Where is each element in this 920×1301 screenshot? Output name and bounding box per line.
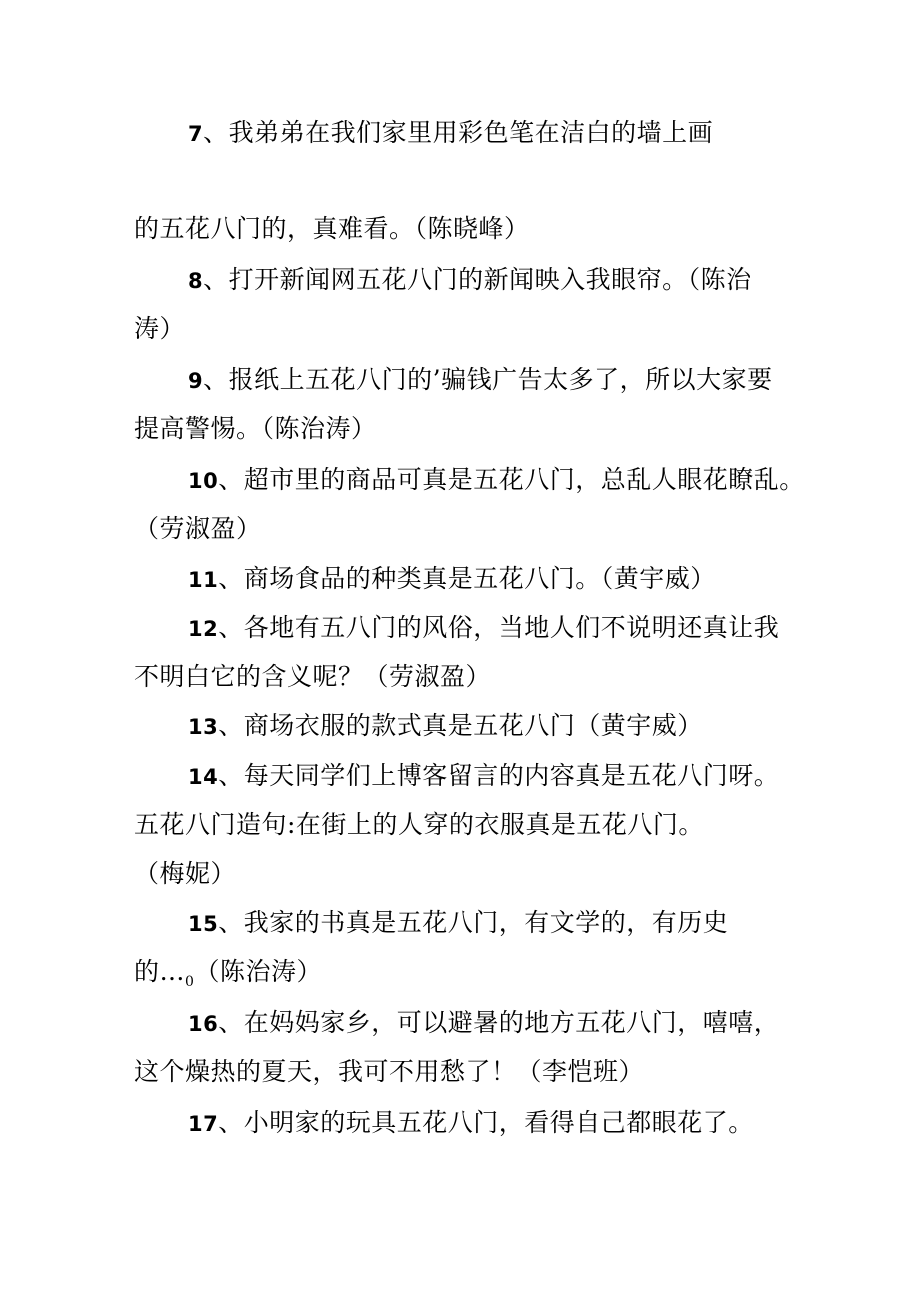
entry-15-line-2 [0,955,920,999]
entry-number: 16 [188,1012,219,1036]
entry-8-line-2 [0,312,920,346]
entry-text: 、各地有五八门的风俗，当地人们不说明还真让我 [218,613,780,642]
entry-16-line-1 [0,1006,920,1041]
entry-text: 、报纸上五花八门的’骗钱广告太多了，所以大家要 [203,365,773,394]
entry-text: 、我弟弟在我们家里用彩色笔在洁白的墙上画 [203,118,714,147]
entry-text: （劳淑盈） [134,514,262,543]
subscript-mark: 0 [185,974,195,990]
entry-text: 、商场食品的种类真是五花八门。（黄宇威） [218,564,716,593]
entry-10-line-1 [0,463,920,498]
entry-9-line-1 [0,363,920,398]
entry-text: 不明白它的含义呢？（劳淑盈） [134,662,492,691]
entry-14-line-2 [0,808,920,842]
entry-15-line-1 [0,906,920,941]
entry-13-line-1 [0,709,920,744]
entry-14-line-3 [0,857,920,891]
entry-number: 9 [188,369,204,393]
entry-text: 涛） [134,314,186,343]
entry-number: 7 [188,122,204,146]
entry-16-line-2 [0,1055,920,1089]
entry-number: 10 [188,469,219,493]
entry-10-line-2 [0,512,920,546]
entry-8-line-1 [0,263,920,298]
entry-text: 五花八门造句:在街上的人穿的衣服真是五花八门。 [134,810,704,839]
entry-number: 14 [188,765,219,789]
entry-text: 的五花八门的，真难看。（陈晓峰） [134,214,530,243]
entry-14-line-1 [0,759,920,794]
entry-text: 、商场衣服的款式真是五花八门（黄宇威） [218,711,703,740]
entry-number: 8 [188,269,204,293]
entry-number: 17 [188,1112,219,1136]
entry-17-line-1 [0,1106,920,1141]
entry-7-line-2 [0,212,920,246]
entry-text: 、小明家的玩具五花八门，看得自己都眼花了。 [218,1108,754,1137]
entry-text: （陈治涛） [194,957,322,986]
entry-text: 、打开新闻网五花八门的新闻映入我眼帘。（陈治 [203,265,752,294]
entry-number: 13 [188,715,219,739]
entry-text: 提高警惕。（陈治涛） [134,414,377,443]
entry-text: 、我家的书真是五花八门，有文学的，有历史 [218,908,729,937]
entry-12-line-2 [0,660,920,694]
entry-text: 、每天同学们上博客留言的内容真是五花八门呀。 [218,761,780,790]
entry-7-line-1 [0,116,920,151]
entry-number: 12 [188,617,219,641]
entry-number: 15 [188,912,219,936]
entry-9-line-2 [0,412,920,446]
entry-text: 这个燥热的夏天，我可不用愁了！（李恺班） [134,1057,645,1086]
entry-11-line-1 [0,562,920,597]
entry-number: 11 [188,568,219,592]
entry-12-line-1 [0,611,920,646]
entry-text: 、在妈妈家乡，可以避暑的地方五花八门，嘻嘻， [218,1008,780,1037]
entry-text: （梅妮） [134,859,237,888]
entry-text: 、超市里的商品可真是五花八门，总乱人眼花瞭乱。 [218,465,805,494]
entry-text: 的… [134,957,186,986]
